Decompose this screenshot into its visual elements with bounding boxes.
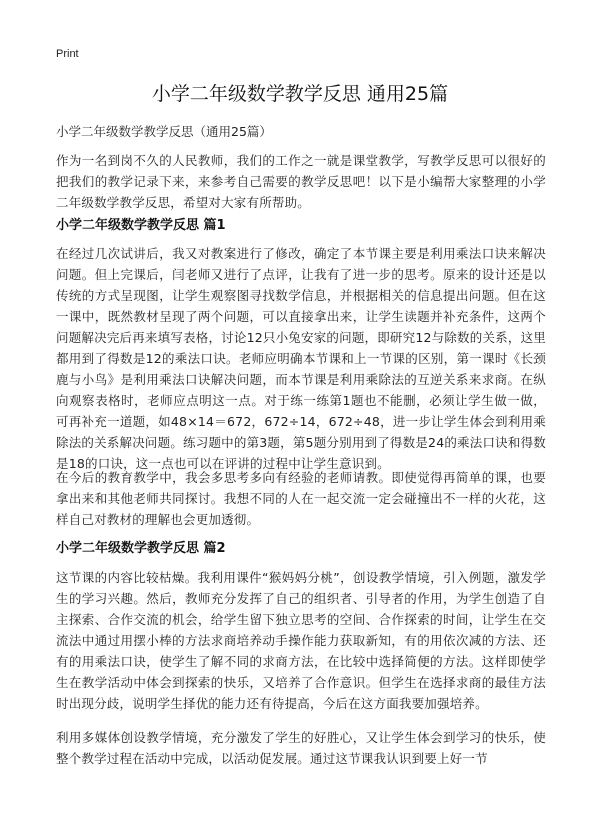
print-label[interactable]: Print bbox=[56, 48, 79, 60]
intro-paragraph: 作为一名到岗不久的人民教师，我们的工作之一就是课堂教学，写教学反思可以很好的把我们的教学记录下来，来参考自己需要的教学反思吧！以下是小编帮大家整理的小学二年级数学教学反思，希望对大家有所帮助。 bbox=[56, 153, 546, 210]
section-2-paragraph-1: 这节课的内容比较枯燥。我利用课件“猴妈妈分桃”，创设教学情境，引入例题，激发学生的学习兴趣。然后，教师充分发挥了自己的组织者、引导者的作用，为学生创造了自主探索、合作交流的机会，给学生留下独立思考的空间、合作探索的时间，让学生在交流法中通过用摆小棒的方法求商培养动手操作能力获取新知，有的用依次减的方法、还有的用乘法口诀，使学生了解不同的求商方法，在比较中选择简便的方法。这样即使学生在教学活动中体会到探索的快乐，又培养了合作意识。但学生在选择求商的最佳方法时出现分歧，说明学生择优的能力还有待提高，今后在这方面我要加强培养。 bbox=[56, 570, 546, 711]
document-subtitle: 小学二年级数学教学反思（通用25篇） bbox=[56, 124, 272, 139]
section-heading-2: 小学二年级数学教学反思 篇2 bbox=[56, 541, 226, 556]
section-1-paragraph-2: 在今后的教育教学中，我会多思考多向有经验的老师请教。即使觉得再简单的课，也要拿出来和其他老师共同探讨。我想不同的人在一起交流一定会碰撞出不一样的火花，这样自己对教材的理解也会更加透彻。 bbox=[56, 470, 546, 527]
document-title: 小学二年级数学教学反思 通用25篇 bbox=[151, 83, 449, 105]
section-heading-1: 小学二年级数学教学反思 篇1 bbox=[56, 218, 226, 233]
section-1-paragraph-1: 在经过几次试讲后，我又对教案进行了修改，确定了本节课主要是利用乘法口诀来解决问题。但上完课后，闫老师又进行了点评，让我有了进一步的思考。原来的设计还是以传统的方式呈现图，让学生观察图寻找数学信息，并根据相关的信息提出问题。但在这一课中，既然教材呈现了两个问题，可以直接拿出来，让学生读题并补充条件，这两个问题解决完后再来填写表格，讨论12只小兔安家的问题，即研究12与除数的关系，这里都用到了得数是12的乘法口诀。老师应明确本节课和上一节课的区别，第一课时《长颈鹿与小鸟》是利用乘法口诀解决问题，而本节课是利用乘除法的互逆关系来求商。在纵向观察表格时，老师应点明这一点。对于练一练第1题也不能删，必须让学生做一做，可再补充一道题，如48×14＝672，672÷14，672÷48，进一步让学生体会到利用乘除法的关系解决问题。练习题中的第3题，第5题分别用到了得数是24的乘法口诀和得数是18的口诀，这一点也可以在评讲的过程中让学生意识到。 bbox=[56, 246, 546, 471]
section-2-paragraph-2: 利用多媒体创设教学情境，充分激发了学生的好胜心，又让学生体会到学习的快乐，使整个教学过程在活动中完成，以活动促发展。通过这节课我认识到要上好一节 bbox=[56, 730, 546, 766]
